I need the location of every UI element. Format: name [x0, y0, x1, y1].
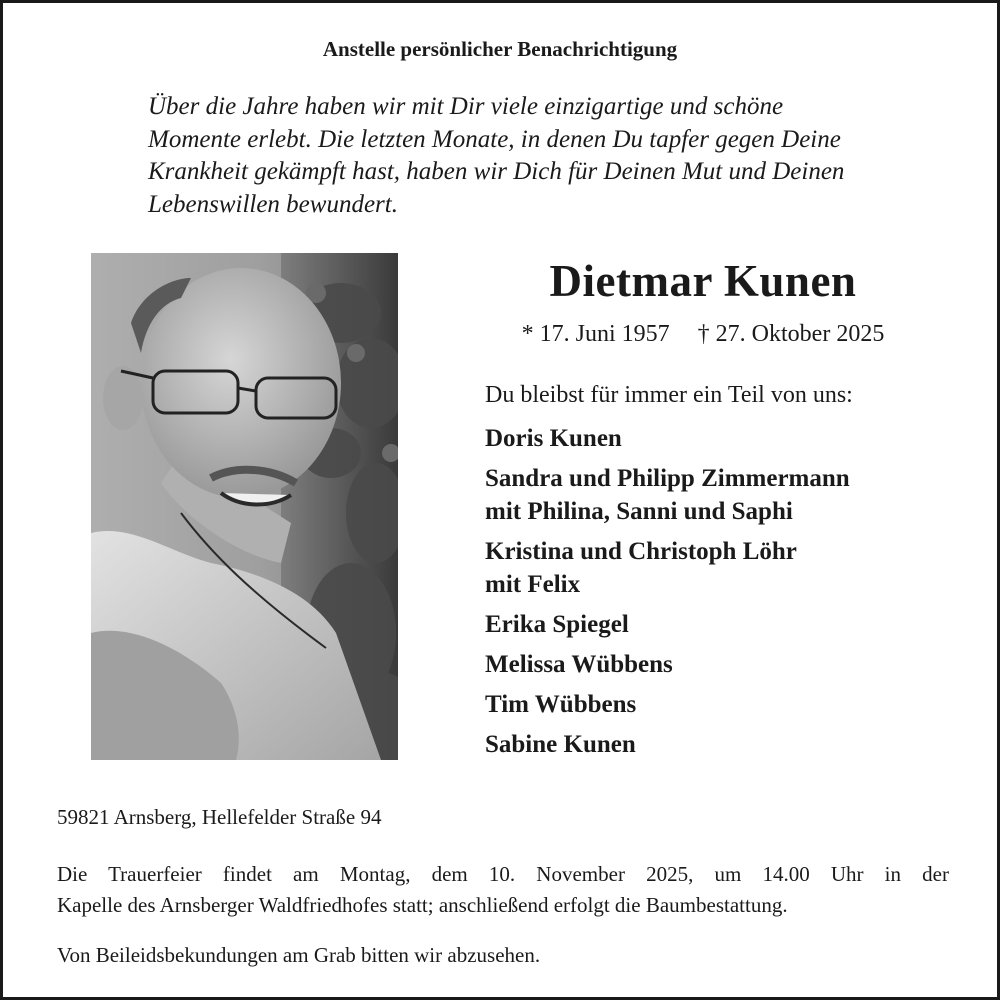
family-list — [485, 421, 985, 767]
deceased-name: Dietmar Kunen — [549, 256, 857, 306]
funeral-line: Die Trauerfeier findet am Montag, dem 10. November 2025, um 14.00 Uhr in der — [57, 862, 949, 886]
family-member-line: mit Philina, Sanni und Saphi — [485, 498, 793, 525]
family-member-line: Sandra und Philipp Zimmermann — [485, 465, 850, 492]
birth-date: * 17. Juni 1957 — [521, 321, 670, 347]
family-lead: Du bleibst für immer ein Teil von uns: — [485, 382, 853, 408]
family-member — [485, 534, 985, 602]
funeral-info — [57, 859, 949, 921]
family-member — [485, 647, 985, 682]
family-member-line: Erika Spiegel — [485, 611, 629, 638]
intro-line: Lebenswillen bewundert. — [148, 190, 398, 218]
notice-heading: Anstelle persönlicher Benachrichtigung — [322, 37, 678, 61]
family-member-line: mit Felix — [485, 571, 581, 598]
intro-line: Krankheit gekämpft hast, haben wir Dich für Deinen Mut und Deinen — [148, 158, 845, 185]
funeral-line: Kapelle des Arnsberger Waldfriedhofes statt; anschließend erfolgt die Baumbestattung. — [57, 893, 788, 917]
death-date: † 27. Oktober 2025 — [697, 321, 885, 347]
family-member — [485, 687, 985, 722]
family-member — [485, 421, 985, 456]
family-member — [485, 607, 985, 642]
family-member-line: Kristina und Christoph Löhr — [485, 538, 797, 565]
family-member-line: Tim Wübbens — [485, 691, 637, 718]
family-member-line: Melissa Wübbens — [485, 651, 673, 678]
family-member — [485, 461, 985, 529]
intro-line: Über die Jahre haben wir mit Dir viele einzigartige und schöne — [148, 93, 784, 120]
life-dates — [473, 321, 933, 348]
intro-text — [148, 91, 948, 221]
address: 59821 Arnsberg, Hellefelder Straße 94 — [57, 805, 382, 829]
condolence-note: Von Beileidsbekundungen am Grab bitten wir abzusehen. — [57, 943, 541, 967]
family-member-line: Doris Kunen — [485, 425, 622, 452]
intro-line: Momente erlebt. Die letzten Monate, in denen Du tapfer gegen Deine — [148, 125, 841, 153]
family-member-line: Sabine Kunen — [485, 731, 636, 758]
family-member — [485, 727, 985, 762]
portrait-photo — [91, 253, 398, 760]
